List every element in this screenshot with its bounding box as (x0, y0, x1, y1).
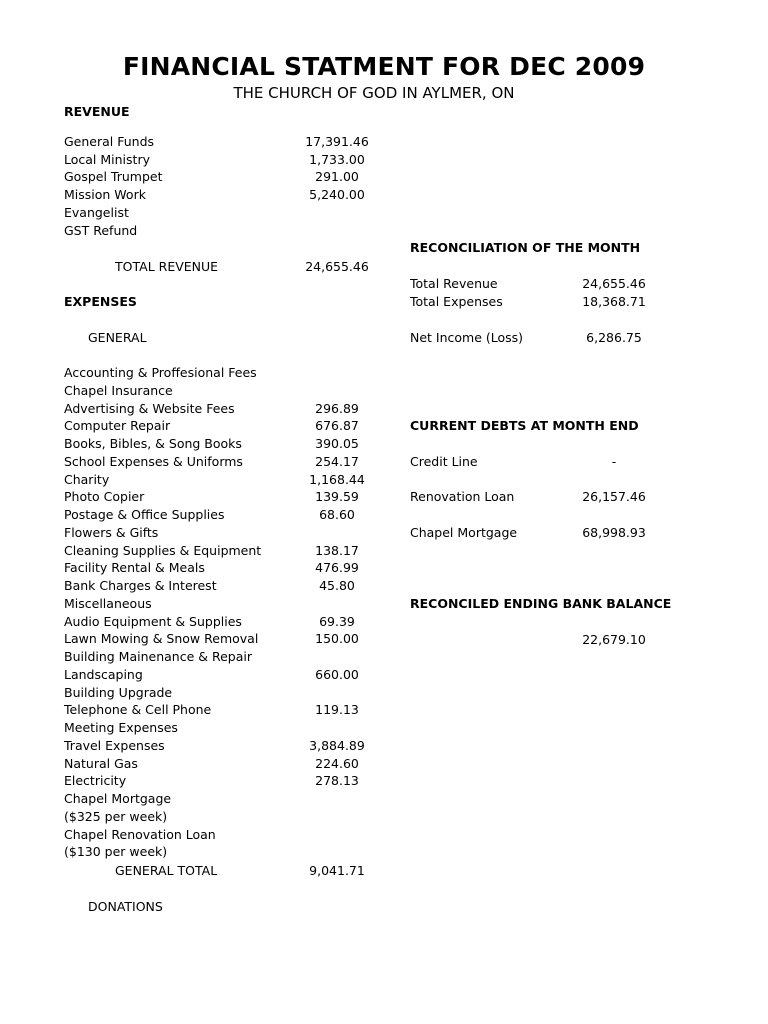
expense-row-amount: 254.17 (315, 453, 359, 469)
debt-row-label: Renovation Loan (410, 489, 515, 504)
expense-row-amount: 139.59 (315, 489, 359, 505)
expense-row-amount: 676.87 (315, 418, 359, 434)
reconciliation-expenses-row-label: Total Expenses (410, 294, 503, 309)
expense-row-label: Chapel Mortgage (64, 791, 172, 806)
expense-row-label: Flowers & Gifts (64, 524, 159, 540)
expense-row-label: Chapel Renovation Loan (64, 826, 216, 842)
net-income-row-amount: 6,286.75 (586, 330, 642, 345)
net-income-row-label: Net Income (Loss) (410, 330, 524, 345)
expense-row-label: Accounting & Proffesional Fees (64, 365, 257, 380)
expense-row-amount: 224.60 (315, 755, 359, 771)
expense-row-amount: 119.13 (315, 702, 359, 718)
expense-row-label: Travel Expenses (64, 737, 165, 753)
expense-row-label: Charity (64, 471, 110, 487)
donations-heading-label: DONATIONS (88, 899, 163, 914)
revenue-row-label: Evangelist (64, 204, 129, 220)
revenue-row-amount: 5,240.00 (309, 187, 365, 203)
statement-subtitle: THE CHURCH OF GOD IN AYLMER, ON (233, 84, 515, 102)
revenue-row-label: Local Ministry (64, 151, 150, 167)
debt-row-label: Credit Line (410, 454, 478, 469)
expense-row-label: Bank Charges & Interest (64, 578, 217, 593)
expense-row-label: Natural Gas (64, 755, 138, 771)
reconciliation-revenue-row-amount: 24,655.46 (582, 276, 646, 291)
reconciliation-revenue-row-label: Total Revenue (410, 276, 498, 291)
debt-row-amount: 26,157.46 (582, 489, 646, 504)
expense-row-amount: 296.89 (315, 400, 359, 416)
expense-row-amount: 45.80 (319, 578, 355, 593)
expense-row-label: Electricity (64, 773, 127, 789)
revenue-row-label: Gospel Trumpet (64, 169, 163, 185)
expense-row-amount: 278.13 (315, 773, 359, 789)
expense-row-amount: 68.60 (319, 507, 355, 522)
expense-row-label: Landscaping (64, 666, 143, 682)
statement-title: FINANCIAL STATMENT FOR DEC 2009 (122, 52, 646, 81)
expense-row-amount: 3,884.89 (309, 737, 365, 753)
revenue-row-amount: 17,391.46 (305, 134, 369, 149)
general-heading-label: GENERAL (88, 330, 147, 345)
expense-row-label: Audio Equipment & Supplies (64, 613, 242, 629)
bank-balance-amount: 22,679.10 (582, 632, 646, 647)
expense-row-label: Cleaning Supplies & Equipment (64, 542, 262, 558)
expense-row-label: Building Upgrade (64, 684, 173, 700)
revenue-row-amount: 291.00 (315, 169, 359, 185)
revenue-row-amount: 1,733.00 (309, 151, 365, 167)
general-total-row-amount: 9,041.71 (309, 863, 365, 878)
expense-row-label: Advertising & Website Fees (64, 400, 235, 416)
expense-row-label: Lawn Mowing & Snow Removal (64, 631, 259, 647)
revenue-row-label: Mission Work (64, 187, 146, 203)
expense-row-label: Postage & Office Supplies (64, 507, 225, 522)
reconciliation-heading-label: RECONCILIATION OF THE MONTH (410, 240, 641, 255)
debt-row-amount: - (611, 454, 617, 469)
total-revenue-row-label: TOTAL REVENUE (115, 259, 219, 274)
expense-row-amount: 476.99 (315, 560, 359, 576)
revenue-row-label: GST Refund (64, 222, 138, 238)
expense-row-label: Telephone & Cell Phone (64, 702, 212, 718)
expense-row-label: Computer Repair (64, 418, 171, 434)
expense-row-label: Books, Bibles, & Song Books (64, 436, 242, 451)
general-total-row-label: GENERAL TOTAL (115, 863, 218, 878)
expenses-heading-label: EXPENSES (64, 294, 137, 309)
expense-row-label: Chapel Insurance (64, 382, 173, 398)
expense-row-amount: 390.05 (315, 436, 359, 451)
revenue-heading-label: REVENUE (64, 104, 130, 119)
expense-row-amount: 138.17 (315, 542, 359, 558)
debts-heading-label: CURRENT DEBTS AT MONTH END (410, 418, 639, 433)
expense-row-label: Meeting Expenses (64, 720, 178, 735)
debt-row-label: Chapel Mortgage (410, 525, 518, 540)
expense-row-label: Building Mainenance & Repair (64, 649, 252, 664)
expense-row-label: Facility Rental & Meals (64, 560, 205, 576)
expense-row-amount: 69.39 (319, 613, 355, 629)
expense-row-amount: 150.00 (315, 631, 359, 647)
revenue-row-label: General Funds (64, 134, 155, 149)
expense-row-label: School Expenses & Uniforms (64, 453, 243, 469)
expense-row-label: ($325 per week) (64, 808, 168, 824)
expense-row-amount: 660.00 (315, 666, 359, 682)
total-revenue-row-amount: 24,655.46 (305, 259, 369, 274)
expense-row-label: Photo Copier (64, 489, 145, 505)
expense-row-label: Miscellaneous (64, 595, 152, 611)
reconciliation-expenses-row-amount: 18,368.71 (582, 294, 646, 309)
bank-balance-heading-label: RECONCILED ENDING BANK BALANCE (410, 596, 672, 611)
debt-row-amount: 68,998.93 (582, 525, 646, 540)
expense-row-amount: 1,168.44 (309, 471, 365, 487)
expense-row-label: ($130 per week) (64, 844, 168, 860)
